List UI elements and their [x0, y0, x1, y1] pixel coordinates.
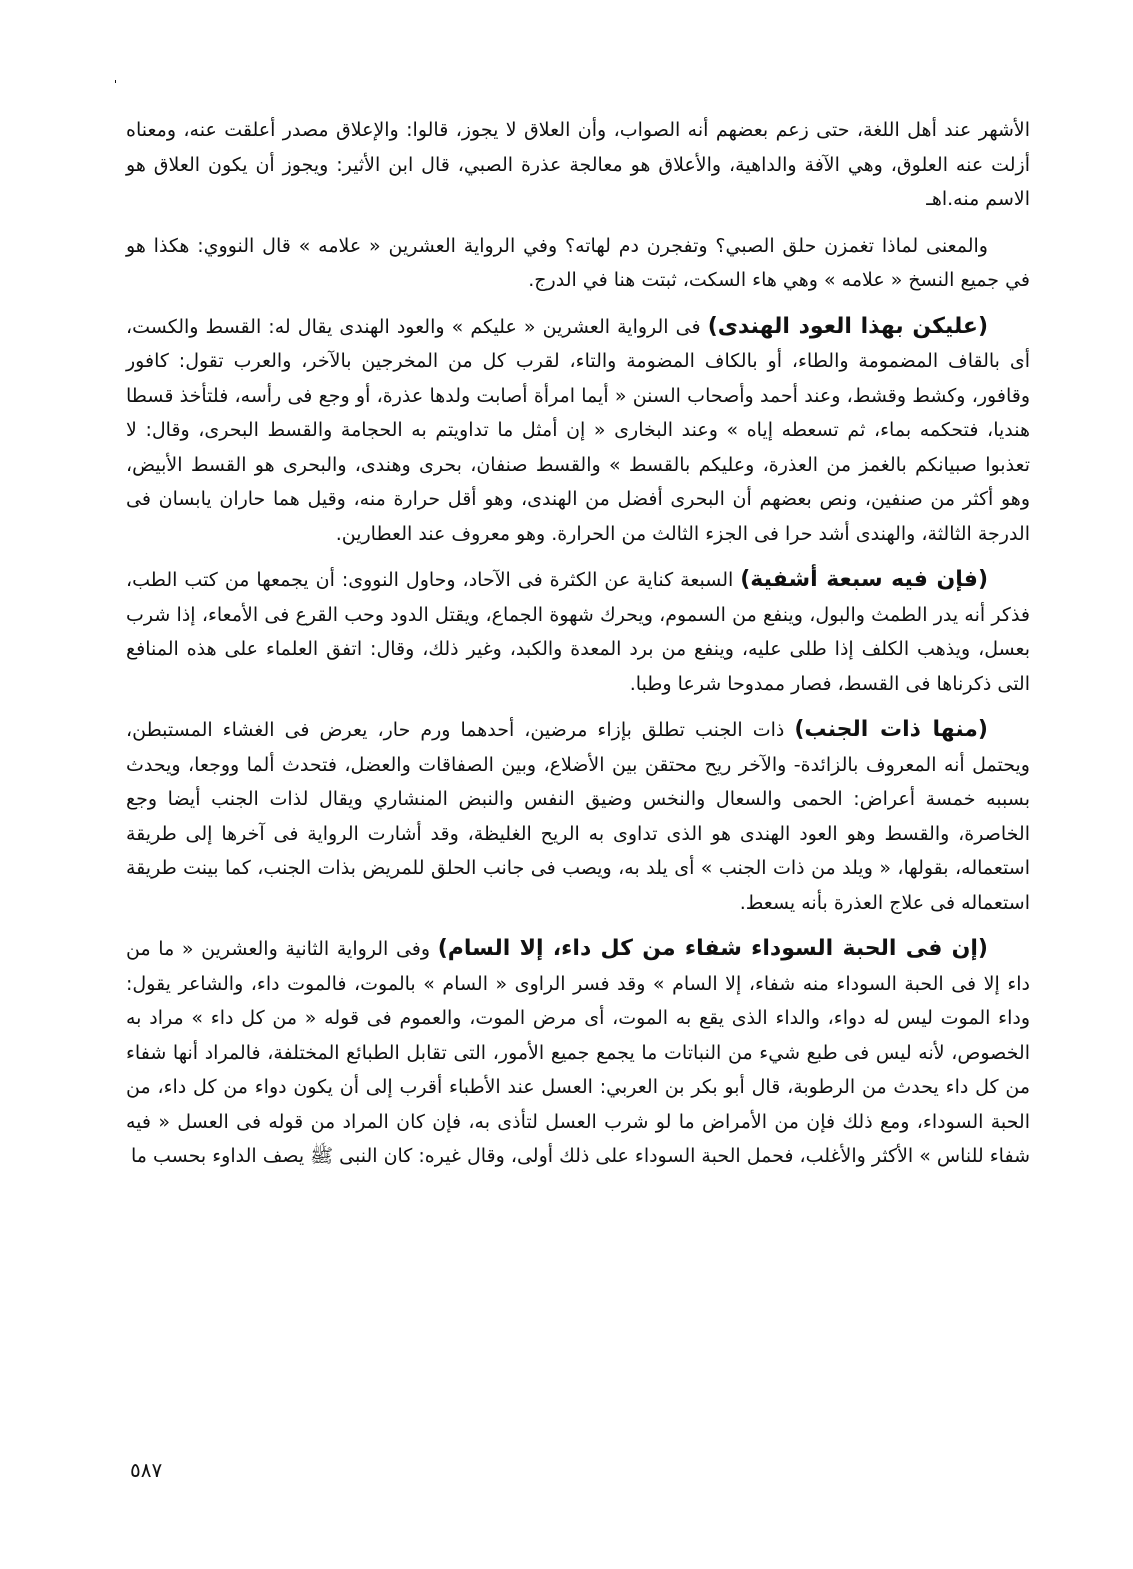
paragraph-6: [126, 932, 1030, 1174]
page-body: [126, 113, 1030, 1186]
scan-artifact-mark: [115, 80, 116, 83]
paragraph-5-heading: (منها ذات الجنب): [794, 717, 988, 742]
paragraph-6-heading: (إن فى الحبة السوداء شفاء من كل داء، إلا السام): [437, 936, 988, 961]
paragraph-3: [126, 310, 1030, 552]
paragraph-6-text: وفى الرواية الثانية والعشرين « ما من داء إلا فى الحبة السوداء منه شفاء، إلا السام » وقد فسر الراوى « السام » بالموت، فالموت داء، والشاعر يقول: وداء الموت ليس له دواء، والداء الذى يقع به الموت، أى مرض الموت، والعموم فى قوله « من كل داء » مراد به الخصوص، لأنه ليس فى طبع شيء من النباتات ما يجمع جميع الأمور، التى تقابل الطبائع المختلفة، فالمراد أنها شفاء من كل داء يحدث من الرطوبة، قال أبو بكر بن العربي: العسل عند الأطباء أقرب إلى أن يكون دواء من كل داء، من الحبة السوداء، ومع ذلك فإن من الأمراض ما لو شرب العسل لتأذى به، فإن كان المراد من قوله فى العسل « فيه شفاء للناس » الأكثر والأغلب، فحمل الحبة السوداء على ذلك أولى، وقال غيره: كان النبى ﷺ يصف الداوء بحسب ما: [126, 938, 1030, 1167]
paragraph-4: [126, 563, 1030, 701]
paragraph-5-text: ذات الجنب تطلق بإزاء مرضين، أحدهما ورم حار، يعرض فى الغشاء المستبطن، ويحتمل أنه المعروف بالزائدة- والآخر ريح محتقن بين الأضلاع، وبين الصفاقات والعضل، فتحدث ألما ووجعا، ويحدث بسببه خمسة أعراض: الحمى والسعال والنخس وضيق النفس والنبض المنشاري ويقال لذات الجنب أيضا وجع الخاصرة، والقسط وهو العود الهندى هو الذى تداوى به الريح الغليظة، وقد أشارت الرواية فى آخرها إلى طريقة استعماله، بقولها، « ويلد من ذات الجنب » أى يلد به، ويصب فى جانب الحلق للمريض بذات الجنب، كما بينت طريقة استعماله فى علاج العذرة بأنه يسعط.: [126, 719, 1030, 914]
paragraph-1: [126, 113, 1030, 217]
paragraph-3-text: فى الرواية العشرين « عليكم » والعود الهندى يقال له: القسط والكست، أى بالقاف المضمومة والطاء، أو بالكاف المضومة والتاء، لقرب كل من المخرجين بالآخر، والعرب تقول: كافور وقافور، وكشط وقشط، وعند أحمد وأصحاب السنن « أيما امرأة أصابت ولدها عذرة، أو وجع فى رأسه، فلتأخذ قسطا هنديا، فتحكمه بماء، ثم تسعطه إياه » وعند البخارى « إن أمثل ما تداويتم به الحجامة والقسط البحرى، وقال: لا تعذبوا صبيانكم بالغمز من العذرة، وعليكم بالقسط » والقسط صنفان، بحرى وهندى، والبحرى هو القسط الأبيض، وهو أكثر من صنفين، ونص بعضهم أن البحرى أفضل من الهندى، وهو أقل حرارة منه، وقيل هما حاران يابسان فى الدرجة الثالثة، والهندى أشد حرا فى الجزء الثالث من الحرارة. وهو معروف عند العطارين.: [126, 315, 1030, 545]
paragraph-1-text: الأشهر عند أهل اللغة، حتى زعم بعضهم أنه الصواب، وأن العلاق لا يجوز، قالوا: والإعلاق مصدر أعلقت عنه، ومعناه أزلت عنه العلوق، وهي الآفة والداهية، والأعلاق هو معالجة عذرة الصبي، قال ابن الأثير: ويجوز أن يكون العلاق هو الاسم منه.اهـ: [126, 119, 1030, 210]
paragraph-2-text: والمعنى لماذا تغمزن حلق الصبي؟ وتفجرن دم لهاته؟ وفي الرواية العشرين « علامه » قال النووي: هكذا هو في جميع النسخ « علامه » وهي هاء السكت، ثبتت هنا في الدرج.: [126, 234, 1030, 291]
paragraph-2: [126, 229, 1030, 298]
paragraph-4-text: السبعة كناية عن الكثرة فى الآحاد، وحاول النووى: أن يجمعها من كتب الطب، فذكر أنه يدر الطمث والبول، وينفع من السموم، ويحرك شهوة الجماع، ويقتل الدود وحب القرع فى الأمعاء، إذا شرب بعسل، ويذهب الكلف إذا طلى عليه، وينفع من برد المعدة والكبد، وغير ذلك، وقال: اتفق العلماء على هذه المنافع التى ذكرناها فى القسط، فصار ممدوحا شرعا وطبا.: [126, 569, 1030, 695]
page-number: ٥٨٧: [130, 1458, 163, 1482]
paragraph-4-heading: (فإن فيه سبعة أشفية): [740, 567, 988, 592]
paragraph-3-heading: (عليكن بهذا العود الهندى): [707, 313, 989, 339]
paragraph-5: [126, 713, 1030, 920]
